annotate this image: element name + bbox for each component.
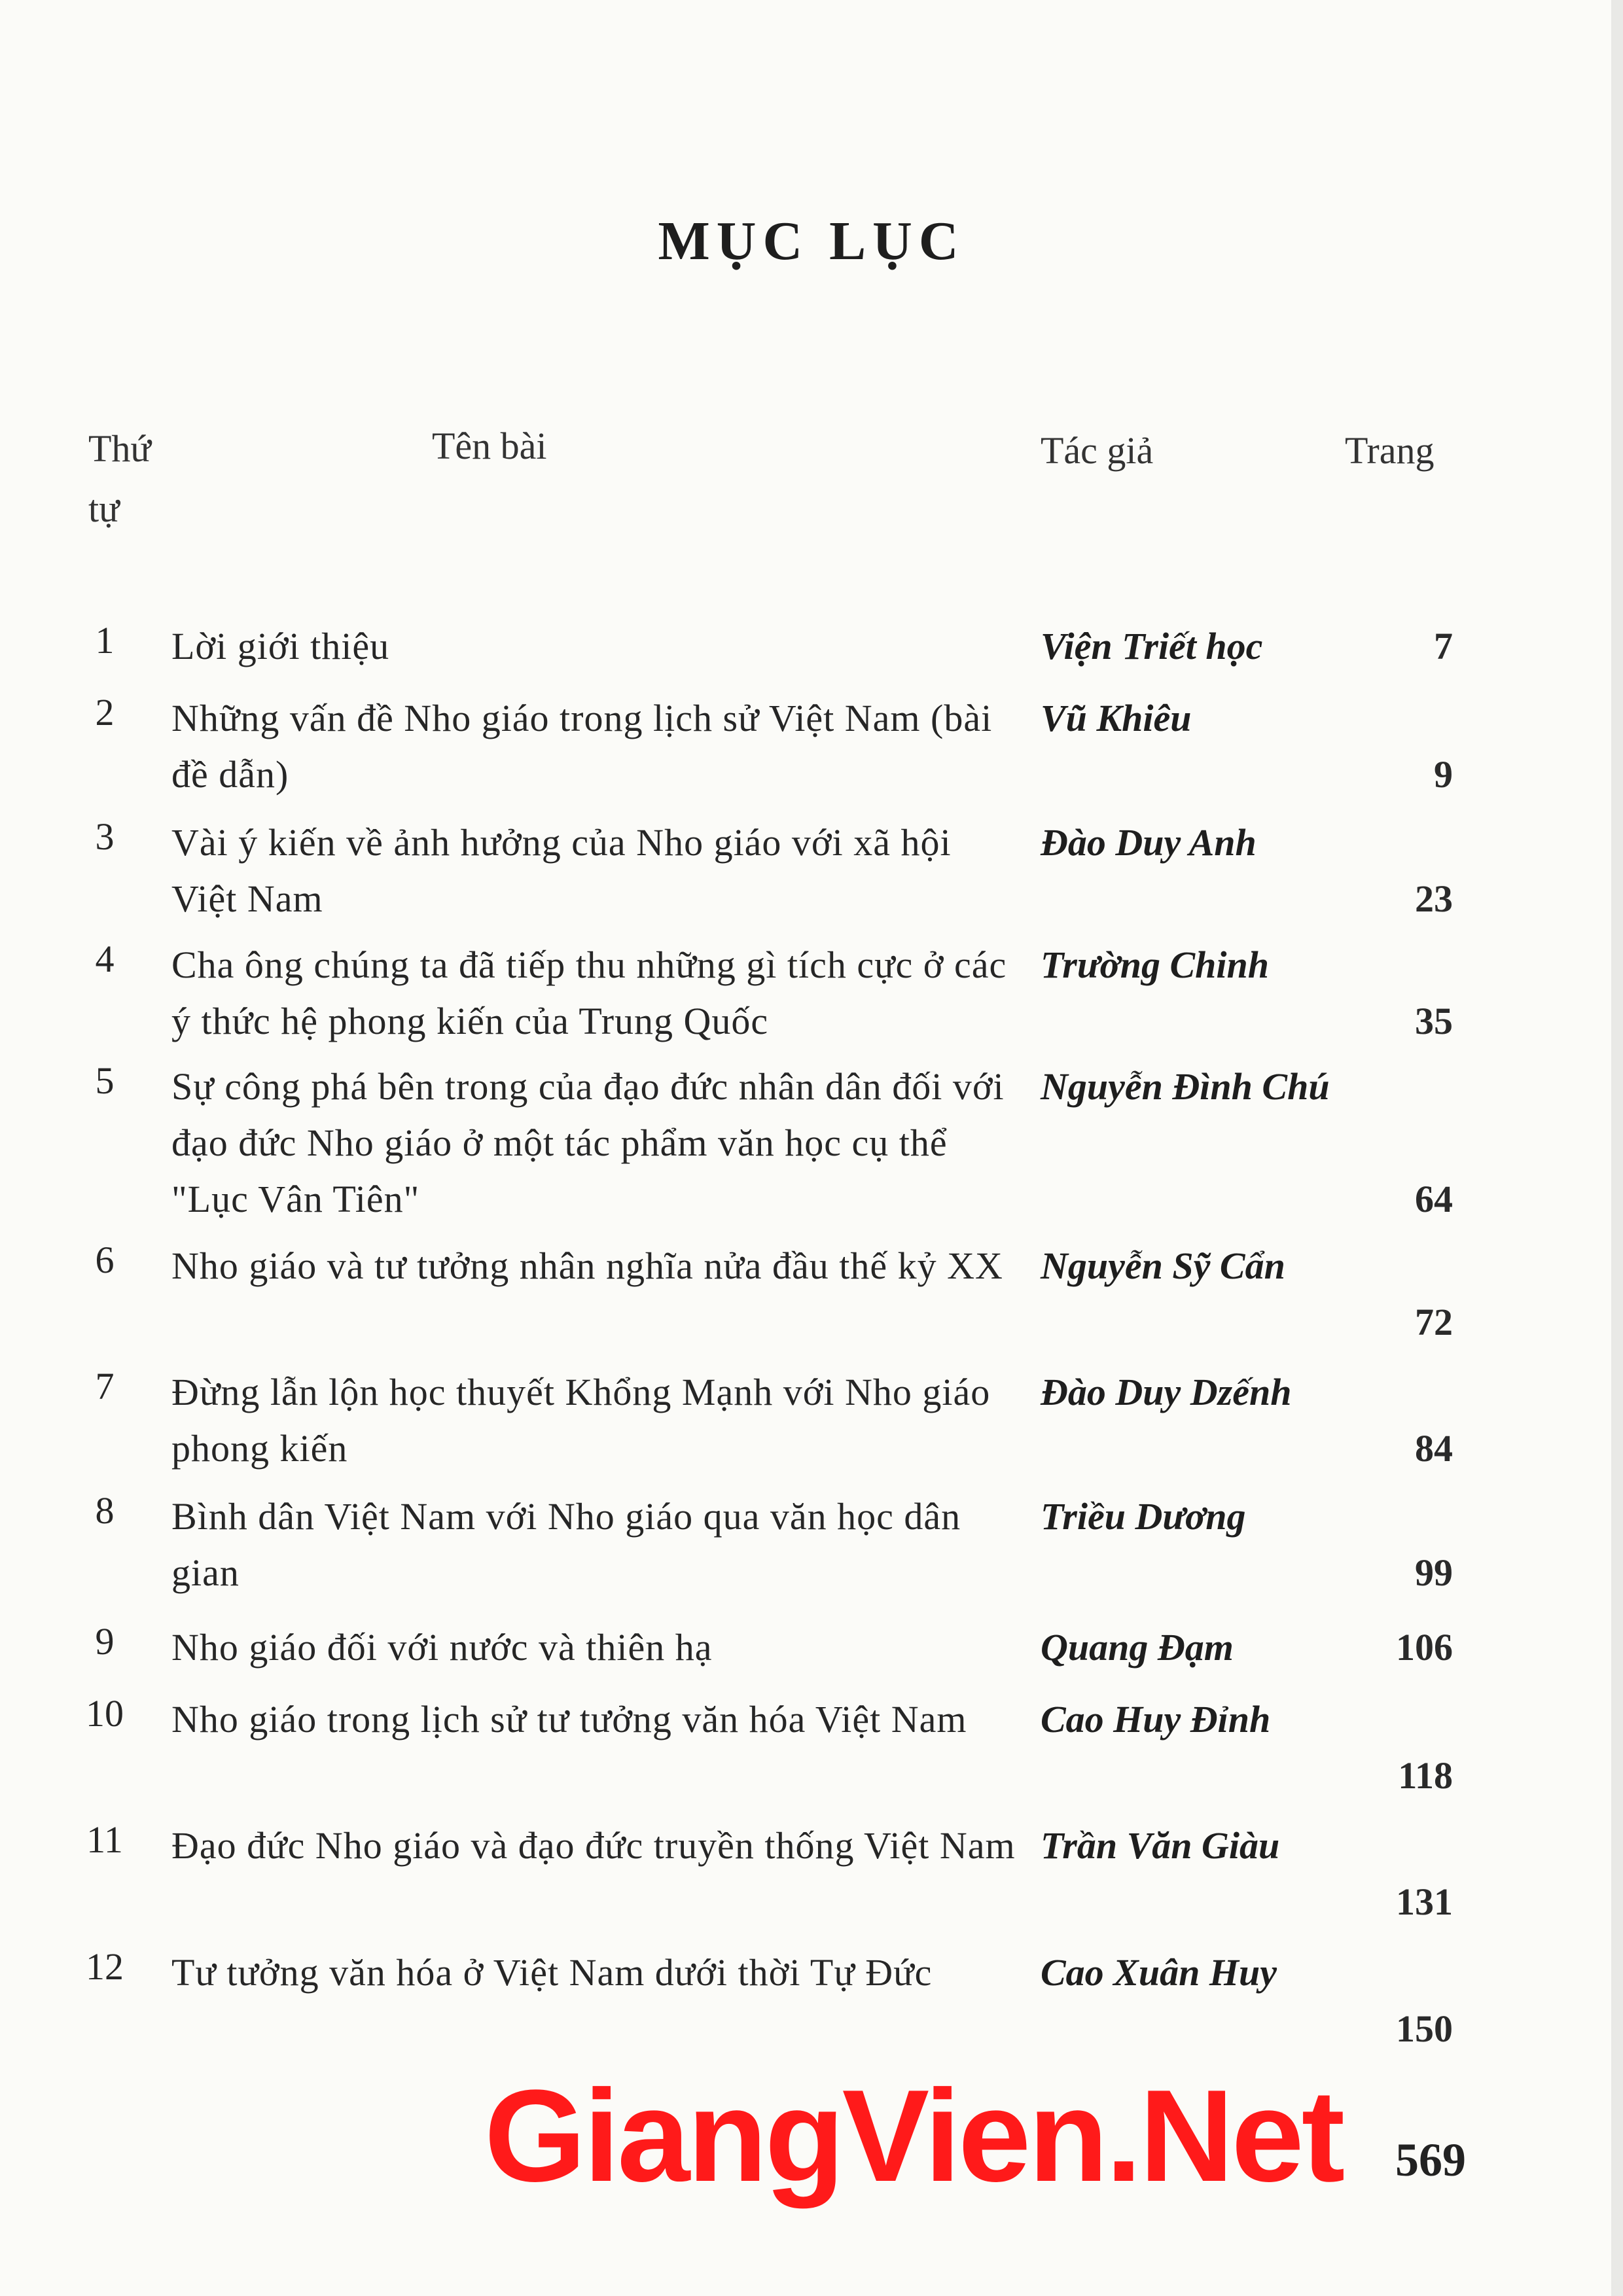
entry-number: 9 xyxy=(95,1620,115,1663)
entry-title: Tư tưởng văn hóa ở Việt Nam dưới thời Tự Đức xyxy=(171,1951,933,1994)
entry-number: 2 xyxy=(95,691,115,733)
entry-page: 106 xyxy=(1396,1626,1453,1669)
entry-page: 35 xyxy=(1415,1000,1453,1042)
entry-author: Trường Chinh xyxy=(1041,944,1270,986)
entry-page: 7 xyxy=(1434,625,1453,667)
entry-page: 150 xyxy=(1396,2007,1453,2050)
page-number: 569 xyxy=(1395,2134,1466,2186)
entry-title: Cha ông chúng ta đã tiếp thu những gì tích cực ở các ý thức hệ phong kiến của Trung Quốc xyxy=(171,944,1007,1042)
entry-title: Nho giáo trong lịch sử tư tưởng văn hóa Việt Nam xyxy=(171,1698,967,1740)
entry-title: Nho giáo đối với nước và thiên hạ xyxy=(171,1626,713,1669)
header-author: Tác giả xyxy=(1041,429,1154,472)
header-title: Tên bài xyxy=(432,425,547,467)
entry-page: 64 xyxy=(1415,1178,1453,1220)
entry-page: 131 xyxy=(1396,1881,1453,1923)
entry-page: 99 xyxy=(1415,1551,1453,1594)
entry-author: Đào Duy Dzếnh xyxy=(1041,1371,1292,1413)
entry-title: Lời giới thiệu xyxy=(171,625,390,667)
entry-page: 118 xyxy=(1398,1754,1453,1797)
entry-title: Bình dân Việt Nam với Nho giáo qua văn học dân gian xyxy=(171,1495,961,1594)
entry-author: Viện Triết học xyxy=(1041,625,1263,667)
entry-number: 12 xyxy=(86,1945,124,1988)
entry-page: 23 xyxy=(1415,877,1453,920)
entry-number: 5 xyxy=(95,1059,115,1102)
entry-number: 8 xyxy=(95,1489,115,1532)
entry-title: Đừng lẫn lộn học thuyết Khổng Mạnh với Nho giáo phong kiến xyxy=(171,1371,991,1470)
entry-author: Đào Duy Anh xyxy=(1041,821,1257,864)
entry-title: Những vấn đề Nho giáo trong lịch sử Việt Nam (bài đề dẫn) xyxy=(171,697,993,796)
entry-number: 4 xyxy=(95,938,115,980)
entry-author: Triều Dương xyxy=(1041,1495,1246,1538)
entry-number: 6 xyxy=(95,1239,115,1281)
entry-page: 72 xyxy=(1415,1301,1453,1343)
entry-number: 11 xyxy=(86,1818,123,1861)
header-page: Trang xyxy=(1345,429,1435,472)
entry-author: Trần Văn Giàu xyxy=(1041,1824,1280,1867)
entry-author: Cao Xuân Huy xyxy=(1041,1951,1277,1994)
entry-title: Sự công phá bên trong của đạo đức nhân dân đối với đạo đức Nho giáo ở một tác phẩm văn học cụ thể "Lục Vân Tiên" xyxy=(171,1065,1005,1220)
entry-number: 1 xyxy=(95,619,115,662)
entry-author: Cao Huy Đỉnh xyxy=(1041,1698,1271,1740)
entry-page: 9 xyxy=(1434,753,1453,796)
entry-title: Nho giáo và tư tưởng nhân nghĩa nửa đầu thế kỷ XX xyxy=(171,1245,1003,1287)
page-title: MỤC LỤC xyxy=(658,211,965,272)
entry-number: 7 xyxy=(95,1365,115,1407)
entry-author: Quang Đạm xyxy=(1041,1626,1234,1669)
watermark-text: GiangVien.Net xyxy=(484,2063,1343,2209)
page-edge-shadow xyxy=(1611,0,1623,2296)
entry-author: Nguyễn Sỹ Cẩn xyxy=(1041,1245,1285,1287)
entry-number: 3 xyxy=(95,815,115,858)
entry-number: 10 xyxy=(86,1692,124,1735)
entry-title: Vài ý kiến về ảnh hưởng của Nho giáo với xã hội Việt Nam xyxy=(171,821,952,920)
entry-title: Đạo đức Nho giáo và đạo đức truyền thống Việt Nam xyxy=(171,1824,1016,1867)
entry-author: Vũ Khiêu xyxy=(1041,697,1192,739)
entry-author: Nguyễn Đình Chú xyxy=(1041,1065,1330,1108)
header-order: Thứ tự xyxy=(88,427,151,530)
entry-page: 84 xyxy=(1415,1427,1453,1470)
